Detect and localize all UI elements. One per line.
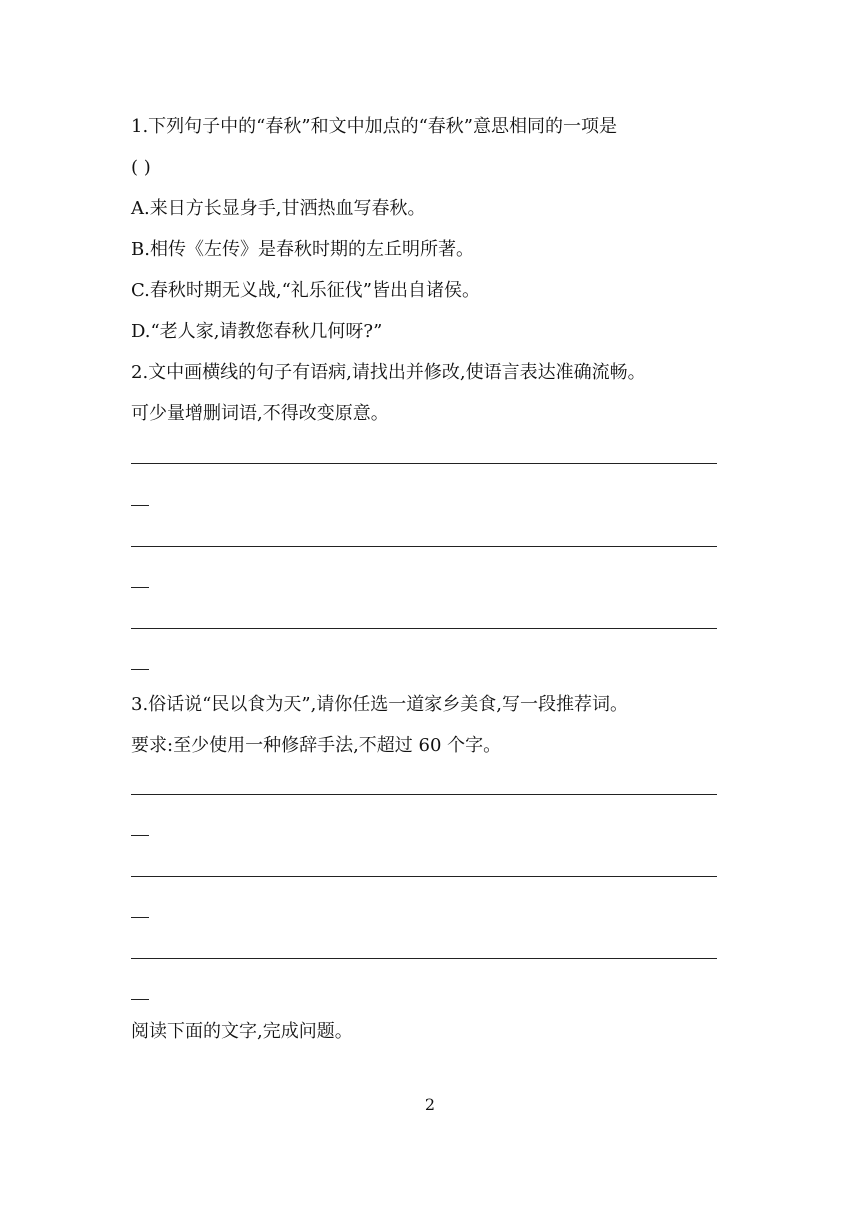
question-1-option-d: D.“老人家,请教您春秋几何呀?” [131, 321, 383, 342]
question-1-option-a: A.来日方长显身手,甘洒热血写春秋。 [131, 198, 426, 219]
answer-line-stub [131, 999, 149, 1000]
answer-line-stub [131, 587, 149, 588]
answer-line-stub [131, 505, 149, 506]
question-3-stem: 3.俗话说“民以食为天”,请你任选一道家乡美食,写一段推荐词。 [131, 694, 629, 715]
answer-line [131, 463, 717, 464]
page-number: 2 [424, 1095, 436, 1114]
answer-line [131, 628, 717, 629]
answer-line-stub [131, 835, 149, 836]
answer-line-stub [131, 917, 149, 918]
answer-line [131, 876, 717, 877]
answer-line [131, 794, 717, 795]
question-1-option-b: B.相传《左传》是春秋时期的左丘明所著。 [131, 239, 474, 260]
answer-line [131, 958, 717, 959]
question-1-option-c: C.春秋时期无义战,“礼乐征伐”皆出自诸侯。 [131, 280, 480, 301]
answer-line-stub [131, 669, 149, 670]
question-2-requirement: 可少量增删词语,不得改变原意。 [131, 403, 389, 424]
question-2-stem: 2.文中画横线的句子有语病,请找出并修改,使语言表达准确流畅。 [131, 362, 646, 383]
question-3-requirement: 要求:至少使用一种修辞手法,不超过 60 个字。 [131, 735, 502, 756]
question-1-answer-bracket: ( ) [131, 157, 151, 178]
reading-prompt: 阅读下面的文字,完成问题。 [131, 1021, 353, 1042]
answer-line [131, 546, 717, 547]
question-1-stem: 1.下列句子中的“春秋”和文中加点的“春秋”意思相同的一项是 [131, 116, 617, 137]
